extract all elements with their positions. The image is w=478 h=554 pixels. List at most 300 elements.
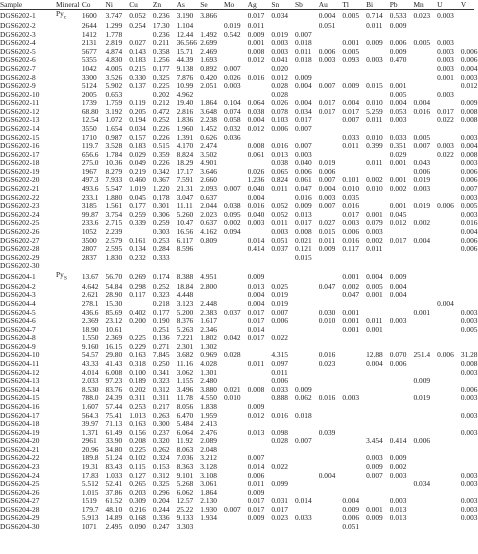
mineral-cell bbox=[56, 99, 82, 108]
value-cell bbox=[295, 523, 319, 532]
mineral-cell bbox=[56, 202, 82, 211]
value-cell: 0.014 bbox=[247, 324, 265, 334]
value-cell bbox=[461, 254, 474, 263]
mineral-cell bbox=[56, 56, 82, 65]
value-cell: 1412 bbox=[81, 29, 97, 39]
mineral-cell bbox=[56, 437, 82, 446]
table-row bbox=[0, 420, 474, 429]
value-cell: 2.476 bbox=[200, 427, 217, 437]
sample-cell: DGS6204-1 bbox=[0, 271, 36, 281]
sample-cell: DGS6204-15 bbox=[0, 393, 40, 403]
value-cell: 3300 bbox=[81, 72, 97, 82]
value-cell: 0.011 bbox=[247, 479, 265, 489]
value-cell bbox=[224, 472, 248, 481]
value-cell: 20.96 bbox=[81, 444, 99, 454]
value-cell: 2.051 bbox=[200, 81, 217, 91]
mineral-cell bbox=[56, 420, 82, 429]
value-cell: 0.017 bbox=[247, 504, 265, 514]
value-cell: 0.003 bbox=[247, 218, 265, 228]
value-cell: 0.012 bbox=[247, 55, 265, 65]
value-cell: 1.836 bbox=[176, 115, 194, 125]
value-cell: 0.336 bbox=[152, 513, 170, 523]
value-cell: 1.930 bbox=[200, 504, 217, 514]
sample-cell: DGS6204-28 bbox=[0, 504, 40, 514]
value-cell: 33.90 bbox=[105, 436, 123, 446]
table-row bbox=[0, 185, 474, 194]
value-cell: 1.033 bbox=[105, 470, 123, 480]
value-cell: 0.003 bbox=[437, 89, 454, 99]
sample-cell: DGS6204-19 bbox=[0, 427, 40, 437]
value-cell bbox=[319, 254, 343, 263]
value-cell: 0.177 bbox=[129, 201, 146, 211]
value-cell: 0.001 bbox=[366, 504, 383, 514]
value-cell bbox=[342, 454, 366, 463]
mineral-cell bbox=[56, 463, 82, 472]
mineral-cell bbox=[56, 369, 82, 378]
value-cell: 0.003 bbox=[389, 316, 407, 326]
value-cell: 1.013 bbox=[129, 410, 146, 420]
value-cell: 0.003 bbox=[318, 192, 336, 202]
value-cell: 0.005 bbox=[413, 132, 431, 142]
mineral-cell bbox=[56, 472, 82, 481]
value-cell bbox=[224, 369, 248, 378]
value-cell bbox=[437, 168, 461, 177]
value-cell: 233.1 bbox=[81, 192, 99, 202]
mineral-cell: $Py_c$ bbox=[56, 9, 67, 21]
value-cell: 0.007 bbox=[413, 141, 431, 151]
value-cell: 0.045 bbox=[389, 209, 407, 219]
value-cell: 6.470 bbox=[176, 410, 194, 420]
table-row bbox=[0, 254, 474, 263]
mineral-cell bbox=[56, 506, 82, 515]
value-cell: 0.168 bbox=[129, 513, 146, 523]
value-cell: 0.052 bbox=[129, 10, 146, 20]
value-cell bbox=[224, 39, 248, 48]
value-cell: 1519 bbox=[81, 496, 97, 506]
value-cell: 0.470 bbox=[389, 55, 407, 65]
value-cell: 0.010 bbox=[223, 393, 241, 403]
value-cell: 19.40 bbox=[176, 98, 194, 108]
value-cell: 0.035 bbox=[342, 192, 360, 202]
value-cell: 0.003 bbox=[413, 184, 431, 194]
value-cell: 17.30 bbox=[152, 21, 170, 31]
value-cell: 0.038 bbox=[223, 201, 241, 211]
value-cell: 0.003 bbox=[460, 316, 478, 326]
value-cell: 0.010 bbox=[366, 98, 383, 108]
value-cell: 0.017 bbox=[295, 115, 312, 125]
value-cell bbox=[271, 446, 295, 455]
value-cell: 2.595 bbox=[105, 244, 123, 254]
value-cell: 0.098 bbox=[271, 427, 288, 437]
value-cell: 4.448 bbox=[176, 290, 194, 300]
value-cell: 0.016 bbox=[318, 350, 336, 360]
value-cell bbox=[295, 454, 319, 463]
value-cell: 3.754 bbox=[105, 209, 123, 219]
value-cell: 97.23 bbox=[105, 376, 123, 386]
value-cell bbox=[413, 56, 437, 65]
value-cell bbox=[366, 420, 390, 429]
value-cell: 0.006 bbox=[271, 376, 288, 386]
value-cell: 0.003 bbox=[460, 367, 478, 377]
column-header: Tl bbox=[342, 0, 366, 10]
value-cell: 0.987 bbox=[105, 132, 123, 142]
value-cell: 0.064 bbox=[247, 98, 265, 108]
value-cell: 3185 bbox=[81, 201, 97, 211]
value-cell: 0.002 bbox=[366, 175, 383, 185]
value-cell: 0.001 bbox=[342, 307, 360, 317]
value-cell: 0.208 bbox=[129, 436, 146, 446]
value-cell: 0.004 bbox=[295, 98, 312, 108]
mineral-cell bbox=[56, 116, 82, 125]
value-cell: 0.247 bbox=[152, 522, 170, 532]
value-cell: 1042 bbox=[81, 63, 97, 73]
value-cell bbox=[319, 489, 343, 498]
value-cell: 0.969 bbox=[200, 350, 217, 360]
value-cell: 0.033 bbox=[389, 132, 407, 142]
value-cell bbox=[224, 437, 248, 446]
value-cell: 0.009 bbox=[247, 271, 265, 281]
value-cell: 5.259 bbox=[366, 106, 383, 116]
sample-cell: DGS6202-29 bbox=[0, 252, 40, 262]
value-cell: 2.369 bbox=[81, 316, 99, 326]
value-cell: 8.363 bbox=[176, 462, 194, 471]
value-cell: 0.017 bbox=[437, 106, 454, 116]
value-cell: 0.007 bbox=[247, 453, 265, 463]
value-cell: 0.058 bbox=[223, 115, 241, 125]
value-cell: 5124 bbox=[81, 81, 97, 91]
value-cell bbox=[342, 463, 366, 472]
sample-cell: DGS6204-13 bbox=[0, 376, 40, 386]
value-cell: 0.018 bbox=[295, 55, 312, 65]
value-cell: 0.003 bbox=[460, 479, 478, 489]
sample-cell: DGS6204-30 bbox=[0, 522, 40, 532]
value-cell bbox=[437, 159, 461, 168]
sample-cell: DGS6202-3 bbox=[0, 29, 36, 39]
value-cell: 75.41 bbox=[105, 410, 123, 420]
value-cell: 0.016 bbox=[318, 393, 336, 403]
value-cell bbox=[437, 386, 461, 395]
value-cell bbox=[295, 369, 319, 378]
value-cell: 1.864 bbox=[200, 487, 217, 497]
value-cell: 0.003 bbox=[437, 46, 454, 56]
value-cell bbox=[319, 262, 343, 271]
value-cell: 18.29 bbox=[176, 158, 194, 168]
mineral-cell bbox=[56, 168, 82, 177]
value-cell: 3.108 bbox=[200, 470, 217, 480]
value-cell: 0.007 bbox=[295, 141, 312, 151]
value-cell: 10.99 bbox=[176, 81, 194, 91]
value-cell: 0.003 bbox=[389, 496, 407, 506]
value-cell: 0.019 bbox=[271, 290, 288, 300]
value-cell: 0.009 bbox=[295, 201, 312, 211]
value-cell bbox=[248, 82, 272, 91]
value-cell: 436.6 bbox=[81, 307, 99, 317]
value-cell: 5.263 bbox=[176, 324, 194, 334]
value-cell: 0.011 bbox=[271, 367, 288, 377]
value-cell: 0.003 bbox=[389, 115, 407, 125]
value-cell bbox=[224, 142, 248, 151]
mineral-cell bbox=[56, 185, 82, 194]
value-cell: 0.004 bbox=[460, 226, 478, 236]
value-cell: 0.006 bbox=[318, 46, 336, 56]
value-cell: 1600 bbox=[81, 10, 97, 20]
mineral-cell bbox=[56, 134, 82, 143]
mineral-cell bbox=[56, 237, 82, 246]
value-cell: 0.001 bbox=[389, 175, 407, 185]
sample-cell: DGS6204-6 bbox=[0, 316, 36, 326]
value-cell: 1.104 bbox=[176, 21, 194, 31]
value-cell: 0.093 bbox=[342, 55, 360, 65]
value-cell: 0.002 bbox=[389, 462, 407, 471]
value-cell: 12.54 bbox=[81, 115, 99, 125]
value-cell: 0.202 bbox=[129, 384, 146, 394]
value-cell: 1710 bbox=[81, 132, 97, 142]
value-cell bbox=[366, 480, 390, 489]
value-cell: 0.003 bbox=[460, 209, 478, 219]
value-cell: 0.039 bbox=[318, 427, 336, 437]
value-cell: 0.026 bbox=[223, 72, 241, 82]
value-cell bbox=[366, 65, 390, 74]
mineral-cell bbox=[56, 82, 82, 91]
value-cell bbox=[342, 412, 366, 421]
value-cell: 5.913 bbox=[81, 513, 99, 523]
value-cell: 7.933 bbox=[105, 175, 123, 185]
value-cell: 0.014 bbox=[247, 235, 265, 245]
sample-cell: DGS6202-14 bbox=[0, 123, 40, 133]
value-cell: 0.051 bbox=[271, 235, 288, 245]
value-cell bbox=[437, 309, 461, 318]
value-cell: 0.103 bbox=[271, 115, 288, 125]
mineral-cell bbox=[56, 159, 82, 168]
value-cell: 0.102 bbox=[129, 453, 146, 463]
value-cell: 788.0 bbox=[81, 393, 99, 403]
value-cell: 0.003 bbox=[318, 55, 336, 65]
value-cell: 0.005 bbox=[366, 281, 383, 291]
value-cell: 0.194 bbox=[129, 115, 146, 125]
value-cell bbox=[319, 412, 343, 421]
value-cell: 0.007 bbox=[318, 175, 336, 185]
value-cell bbox=[224, 237, 248, 246]
value-cell: 0.016 bbox=[342, 201, 360, 211]
value-cell: 1.880 bbox=[105, 192, 123, 202]
value-cell: 0.333 bbox=[152, 252, 170, 262]
mineral-cell bbox=[56, 334, 82, 343]
value-cell bbox=[295, 463, 319, 472]
value-cell bbox=[295, 283, 319, 292]
value-cell bbox=[413, 446, 437, 455]
value-cell: 0.012 bbox=[271, 72, 288, 82]
value-cell: 51.24 bbox=[105, 453, 123, 463]
value-cell: 0.298 bbox=[129, 281, 146, 291]
value-cell: 0.200 bbox=[129, 316, 146, 326]
value-cell: 1.617 bbox=[200, 316, 217, 326]
value-cell: 0.004 bbox=[318, 10, 336, 20]
value-cell: 0.002 bbox=[413, 218, 431, 228]
value-cell: 0.212 bbox=[152, 98, 170, 108]
value-cell: 2.089 bbox=[200, 436, 217, 446]
value-cell bbox=[366, 254, 390, 263]
value-cell: 5.547 bbox=[105, 184, 123, 194]
value-cell: 1.654 bbox=[105, 123, 123, 133]
value-cell: 0.042 bbox=[223, 333, 241, 343]
value-cell: 12.44 bbox=[176, 29, 194, 39]
value-cell: 0.217 bbox=[152, 401, 170, 411]
value-cell: 0.011 bbox=[271, 218, 288, 228]
value-cell: 9.101 bbox=[176, 470, 194, 480]
value-cell: 0.017 bbox=[342, 209, 360, 219]
value-cell: 0.013 bbox=[389, 504, 407, 514]
value-cell bbox=[248, 369, 272, 378]
mineral-cell bbox=[56, 360, 82, 369]
sample-cell: DGS6202-27 bbox=[0, 235, 40, 245]
value-cell: 179.7 bbox=[81, 504, 99, 514]
value-cell: 2.579 bbox=[105, 235, 123, 245]
value-cell bbox=[319, 497, 343, 506]
value-cell: 0.003 bbox=[295, 149, 312, 159]
value-cell: 0.011 bbox=[366, 316, 383, 326]
value-cell: 0.008 bbox=[247, 46, 265, 56]
sample-cell: DGS6202-22 bbox=[0, 192, 40, 202]
value-cell bbox=[413, 254, 437, 263]
value-cell: 0.157 bbox=[129, 132, 146, 142]
value-cell: 12.88 bbox=[366, 350, 383, 360]
value-cell: 4.642 bbox=[81, 281, 99, 291]
value-cell bbox=[366, 377, 390, 386]
value-cell: 0.009 bbox=[389, 46, 407, 56]
value-cell: 0.030 bbox=[318, 307, 336, 317]
value-cell: 2.474 bbox=[200, 141, 217, 151]
value-cell: 0.004 bbox=[295, 81, 312, 91]
mineral-cell bbox=[56, 219, 82, 228]
value-cell: 0.019 bbox=[413, 175, 431, 185]
value-cell: 0.004 bbox=[247, 299, 265, 309]
value-cell: 0.330 bbox=[129, 72, 146, 82]
value-cell bbox=[319, 116, 343, 125]
sample-cell: DGS6204-17 bbox=[0, 410, 40, 420]
value-cell: 43.33 bbox=[81, 359, 99, 369]
value-cell: 0.004 bbox=[318, 184, 336, 194]
value-cell bbox=[342, 334, 366, 343]
value-cell: 0.016 bbox=[247, 201, 265, 211]
value-cell: 0.005 bbox=[342, 46, 360, 56]
value-cell bbox=[319, 514, 343, 523]
value-cell: 0.001 bbox=[247, 38, 265, 48]
table-row bbox=[0, 360, 474, 369]
value-cell: 0.177 bbox=[152, 307, 170, 317]
value-cell: 5.268 bbox=[176, 479, 194, 489]
value-cell: 0.119 bbox=[129, 98, 146, 108]
value-cell bbox=[342, 437, 366, 446]
value-cell bbox=[413, 420, 437, 429]
value-cell: 0.012 bbox=[247, 410, 265, 420]
value-cell: 4.315 bbox=[271, 350, 288, 360]
value-cell bbox=[437, 506, 461, 515]
sample-cell: DGS6204-27 bbox=[0, 496, 40, 506]
value-cell: 0.001 bbox=[366, 209, 383, 219]
sample-cell: DGS6202-11 bbox=[0, 98, 40, 108]
value-cell bbox=[413, 262, 437, 271]
value-cell: 0.004 bbox=[413, 98, 431, 108]
value-cell: 3.212 bbox=[200, 453, 217, 463]
value-cell: 0.003 bbox=[460, 513, 478, 523]
value-cell: 0.019 bbox=[318, 158, 336, 168]
sample-cell: DGS6204-11 bbox=[0, 359, 40, 369]
value-cell: 0.253 bbox=[129, 401, 146, 411]
sample-cell: DGS6204-23 bbox=[0, 462, 40, 471]
column-header: Au bbox=[319, 0, 343, 10]
value-cell: 10.36 bbox=[105, 158, 123, 168]
value-cell bbox=[437, 497, 461, 506]
value-cell: 1.838 bbox=[200, 401, 217, 411]
value-cell bbox=[295, 10, 319, 23]
value-cell bbox=[437, 403, 461, 412]
value-cell: 1071 bbox=[81, 522, 97, 532]
value-cell: 0.019 bbox=[271, 29, 288, 39]
value-cell: 2.130 bbox=[200, 496, 217, 506]
value-cell: 0.358 bbox=[152, 46, 170, 56]
value-cell: 0.019 bbox=[223, 21, 241, 31]
value-cell bbox=[461, 334, 474, 343]
value-cell: 3550 bbox=[81, 123, 97, 133]
value-cell: 99.87 bbox=[81, 209, 99, 219]
value-cell: 0.003 bbox=[342, 218, 360, 228]
value-cell: 0.016 bbox=[342, 235, 360, 245]
value-cell: 251.4 bbox=[413, 350, 431, 360]
value-cell bbox=[224, 48, 248, 57]
value-cell: 0.284 bbox=[152, 244, 170, 254]
value-cell: 0.225 bbox=[152, 81, 170, 91]
value-cell: 0.232 bbox=[129, 252, 146, 262]
value-cell: 0.062 bbox=[295, 393, 312, 403]
value-cell: 0.007 bbox=[318, 201, 336, 211]
value-cell bbox=[342, 377, 366, 386]
value-cell: 0.229 bbox=[129, 341, 146, 351]
value-cell: 0.225 bbox=[129, 444, 146, 454]
value-cell: 4.874 bbox=[105, 46, 123, 56]
value-cell bbox=[461, 523, 474, 532]
value-cell: 0.070 bbox=[389, 350, 407, 360]
value-cell: 0.402 bbox=[129, 307, 146, 317]
value-cell: 1.693 bbox=[200, 55, 217, 65]
value-cell: 0.003 bbox=[271, 226, 288, 236]
value-cell: 119.7 bbox=[81, 141, 99, 151]
value-cell: 0.127 bbox=[129, 470, 146, 480]
value-cell: 0.161 bbox=[129, 235, 146, 245]
value-cell: 0.040 bbox=[247, 209, 265, 219]
value-cell: 0.016 bbox=[460, 218, 478, 228]
mineral-cell bbox=[56, 245, 82, 254]
value-cell bbox=[413, 334, 437, 343]
sample-cell: DGS6204-7 bbox=[0, 324, 36, 334]
value-cell: 564.3 bbox=[81, 410, 99, 420]
table-row bbox=[0, 317, 474, 326]
value-cell: 0.136 bbox=[152, 333, 170, 343]
value-cell: 1.019 bbox=[129, 184, 146, 194]
value-cell: 0.259 bbox=[129, 209, 146, 219]
value-cell: 2.800 bbox=[200, 281, 217, 291]
value-cell: 0.038 bbox=[271, 158, 288, 168]
column-header: Zn bbox=[153, 0, 177, 10]
value-cell bbox=[461, 291, 474, 300]
value-cell: 0.008 bbox=[460, 115, 478, 125]
value-cell bbox=[295, 326, 319, 335]
mineral-cell bbox=[56, 343, 82, 352]
value-cell: 0.303 bbox=[152, 226, 170, 236]
value-cell bbox=[437, 125, 461, 134]
sample-cell: DGS6202-18 bbox=[0, 158, 40, 168]
value-cell bbox=[200, 523, 224, 532]
value-cell: 2.301 bbox=[176, 341, 194, 351]
